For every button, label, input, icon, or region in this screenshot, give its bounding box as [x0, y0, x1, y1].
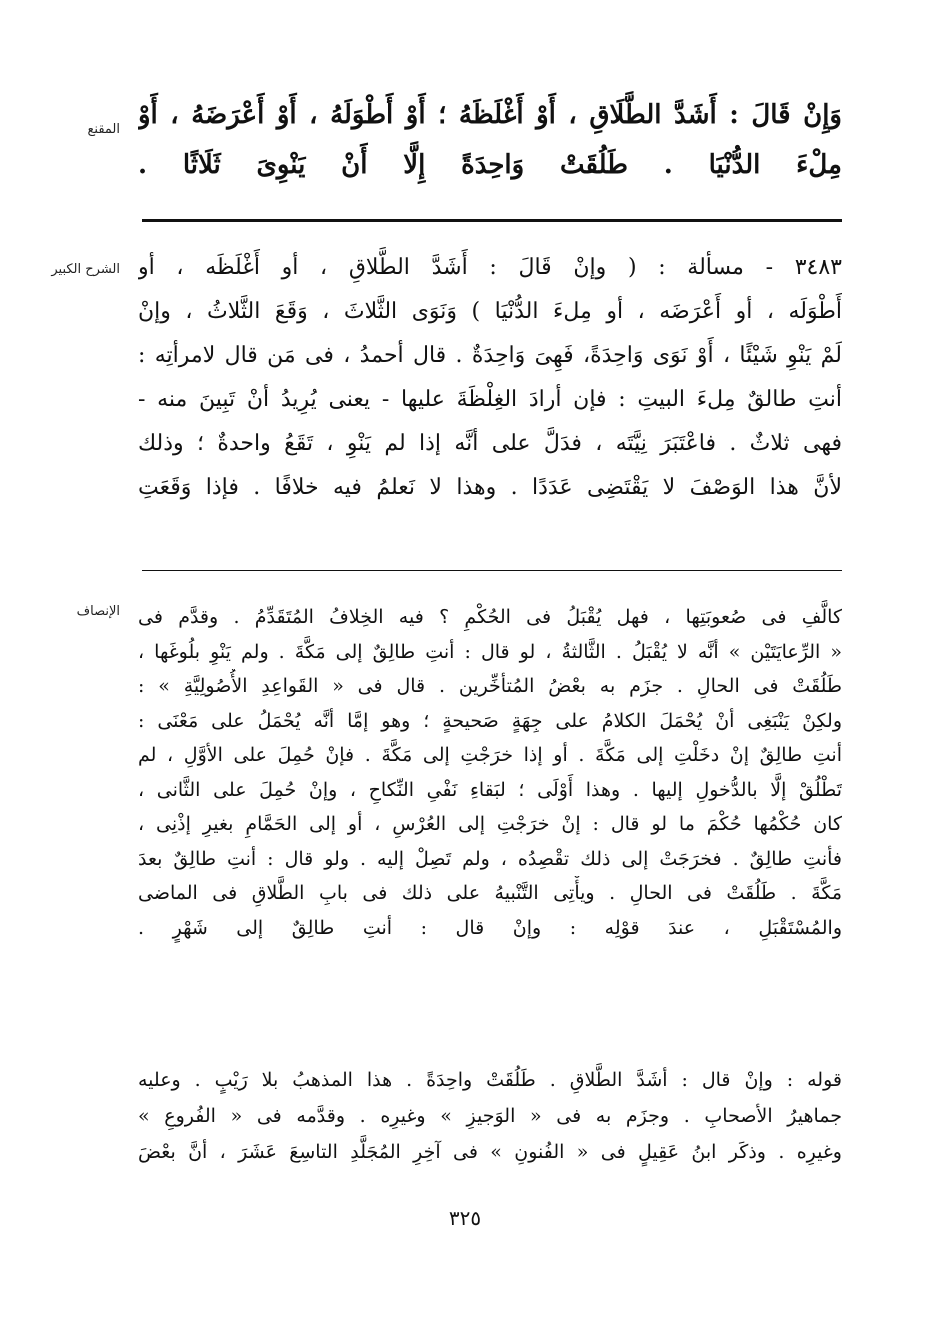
- text-line: فأنتِ طالِقٌ . فخرَجَتْ إلى ذلك تقْصِدُه ، ولم تَصِلْ إليه . ولو قال : أنتِ طالِقٌ بعدَ: [138, 847, 842, 870]
- section-label-sharh: الشرح الكبير: [51, 262, 120, 277]
- text-line: لَمْ يَنْوِ شَيْئًا ، أَوْ نَوَى وَاحِدَةً، فَهِىَ وَاحِدَةٌ . قال أحمدُ ، فى مَن قال لامرأتِه :: [138, 343, 842, 368]
- muqni-text: [138, 90, 842, 190]
- text-line: فهى ثلاثٌ . فاعْتَبَرَ نِيَّتَه ، فدَلَّ على أنَّه إذا لم يَنْوِ ، تَقَعُ واحدةٌ ؛ وذلك: [138, 431, 842, 456]
- text-line: ٣٤٨٣ - مسألة : ( وإنْ قَالَ : أَشَدَّ الطَّلاقِ ، أو أَغْلَظَه ، أو: [138, 255, 842, 280]
- text-line: تَطْلُقْ إلَّا بالدُّخولِ إليها . وهذا أَوْلَى ؛ لبَقاءِ نَفْىِ النِّكاحِ ، وإنْ حُمِلَ على الثَّانى ،: [138, 778, 842, 801]
- text-line: قوله : وإنْ قال : أشَدَّ الطَّلاقِ . طَلُقَتْ واحِدَةً . هذا المذهبُ بلا رَيْبٍ . وعليه: [138, 1069, 842, 1091]
- section-label-muqni: المقنع: [87, 122, 120, 137]
- insaf-text: [138, 600, 842, 945]
- text-line: أنتِ طالِقٌ إنْ دخَلْتِ إلى مَكَّةَ . أو إذا خرَجْتِ إلى مَكَّةَ . فإنْ حُمِلَ على الأوَّلِ ، لم: [138, 744, 842, 766]
- text-line: مِلْءَ الدُّنْيَا . طَلُقَتْ وَاحِدَةً إِلَّا أَنْ يَنْوِىَ ثَلَاثًا .: [138, 150, 842, 180]
- text-line: مَكَّةَ . طَلُقَتْ فى الحالِ . ويأْتِى التَّنْبيهُ على ذلك فى بابِ الطَّلاقِ فى الماضى: [138, 882, 842, 904]
- section-label-insaf: الإنصاف: [76, 604, 120, 619]
- text-line: أَطْوَلَه ، أو أَعْرَضَه ، أو مِلءَ الدُّنْيَا ) وَنَوَى الثَّلاثَ ، وَقَعَ الثَّلاثُ ، وإنْ: [138, 299, 842, 324]
- text-line: وغيرِه . وذكَر ابنُ عَقِيلٍ فى « الفُنونِ » فى آخِرِ المُجَلَّدِ التاسِعَ عَشَرَ ، أنَّ بعْضَ: [138, 1141, 842, 1163]
- section-divider: [142, 219, 842, 222]
- text-line: والمُسْتَقْبَلِ ، عندَ قوْلِه : وإنْ قال : أنتِ طالِقٌ إلى شَهْرٍ .: [138, 916, 842, 939]
- text-line: طَلُقَتْ فى الحالِ . جزَم به بعْضُ المُتأخِّرين . قال فى « القَواعِدِ الأُصُولِيَّةِ » :: [138, 675, 842, 697]
- page-number: ٣٢٥: [448, 1206, 482, 1230]
- section-divider: [142, 570, 842, 571]
- text-line: جماهيرُ الأصحابِ . وجزَم به فى « الوَجيزِ » وغيرِه . وقدَّمه فى « الفُروعِ »: [138, 1105, 842, 1127]
- text-line: أنتِ طالقٌ مِلءَ البيتِ : فإن أرادَ الغِلْظَةَ عليها - يعنى يُرِيدُ أنْ تَبِينَ منه -: [138, 387, 842, 412]
- text-line: « الرِّعايَتَيْن » أنَّه لا يُقْبَلُ . الثَّالثةُ ، لو قال : أنتِ طالِقٌ إلى مَكَّةَ . ولم يَنْوِ بلُوغَها ،: [138, 640, 842, 663]
- text-line: كالَّفِ فى صُعوبَتِها ، فهل يُقْبَلُ فى الحُكْمِ ؟ فيه الخِلافُ المُتَقَدِّمُ . وقدَّم فى: [138, 606, 842, 628]
- text-line: لأنَّ هذا الوَصْفَ لا يَقْتَضِى عَدَدًا . وهذا لا نَعلمُ فيه خلافًا . فإذا وَقَعَتِ: [138, 475, 842, 500]
- insaf-continuation-text: [138, 1062, 842, 1170]
- text-line: ولكِنْ يَنْبَغِى أنْ يُحْمَلَ الكلامُ على جِهَةٍ صَحيحةٍ ؛ وهو إمَّا أنَّه يُحْمَلُ على مَعْنَى :: [138, 709, 842, 732]
- sharh-text: [138, 246, 842, 510]
- text-line: كان حُكْمُها حُكْمَ ما لو قال : إنْ خرَجْتِ إلى العُرْسِ ، أو إلى الحَمَّامِ بغيرِ إذْنِى ،: [138, 813, 842, 835]
- text-line: وَإِنْ قَالَ : أَشَدَّ الطَّلَاقِ ، أَوْ أَغْلَظَهُ ؛ أَوْ أَطْوَلَهُ ، أَوْ أَعْرَضَهُ ، أَوْ: [138, 100, 842, 130]
